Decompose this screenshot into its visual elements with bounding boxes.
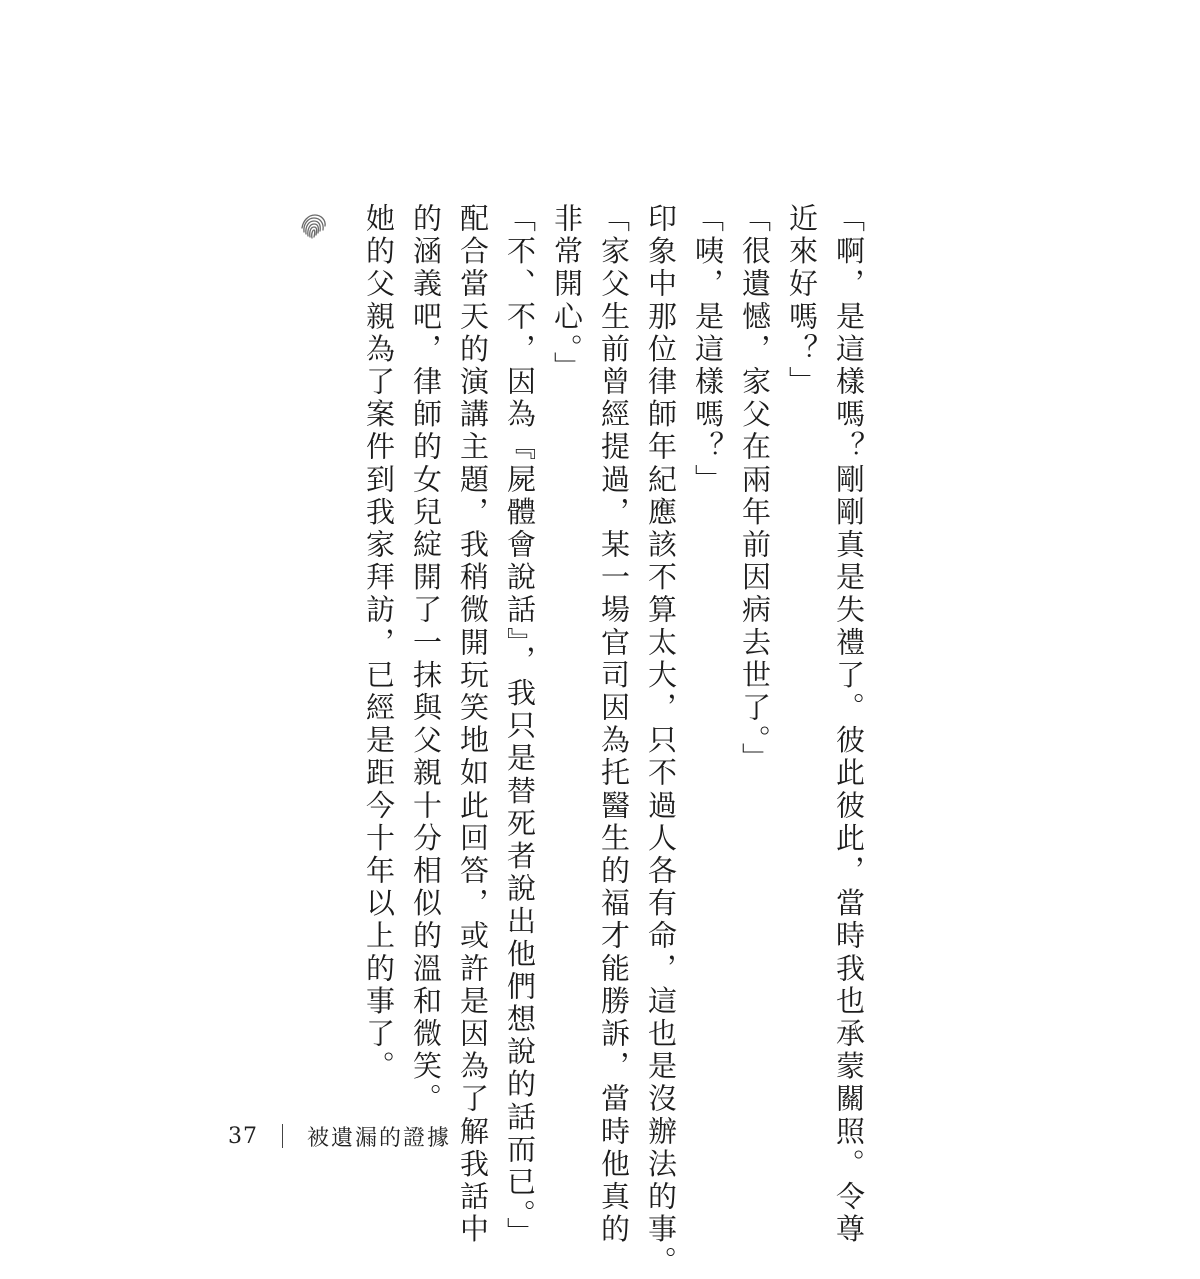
- text-line-3: 「很遺憾，家父在兩年前因病去世了。」: [738, 203, 772, 776]
- text-line-5: 印象中那位律師年紀應該不算太大，只不過人各有命，這也是沒辦法的事。: [644, 203, 678, 1279]
- text-line-11: 她的父親為了案件到我家拜訪，已經是距今十年以上的事了。: [362, 203, 396, 1084]
- text-line-6: 「家父生前曾經提過，某一場官司因為托醫生的福才能勝訴，當時他真的: [597, 203, 631, 1247]
- show-through-text: [600, 0, 1020, 230]
- page-footer: [228, 1120, 451, 1152]
- text-line-2: 近來好嗎？」: [785, 203, 819, 399]
- page-number: 37: [228, 1123, 258, 1149]
- text-line-8: 「不、不，因為『屍體會說話』，我只是替死者說出他們想說的話而已。」: [503, 203, 537, 1250]
- footer-divider: [282, 1124, 283, 1148]
- text-line-10: 的涵義吧，律師的女兒綻開了一抹與父親十分相似的溫和微笑。: [409, 203, 443, 1116]
- text-line-7: 非常開心。」: [550, 203, 584, 385]
- text-line-4: 「咦，是這樣嗎？」: [691, 203, 725, 497]
- running-title: 被遺漏的證據: [307, 1125, 452, 1151]
- fingerprint-icon: [298, 212, 328, 242]
- text-line-9: 配合當天的演講主題，我稍微開玩笑地如此回答，或許是因為了解我話中: [456, 203, 490, 1247]
- text-line-1: 「啊，是這樣嗎？剛剛真是失禮了。彼此彼此，當時我也承蒙關照。令尊: [832, 203, 866, 1247]
